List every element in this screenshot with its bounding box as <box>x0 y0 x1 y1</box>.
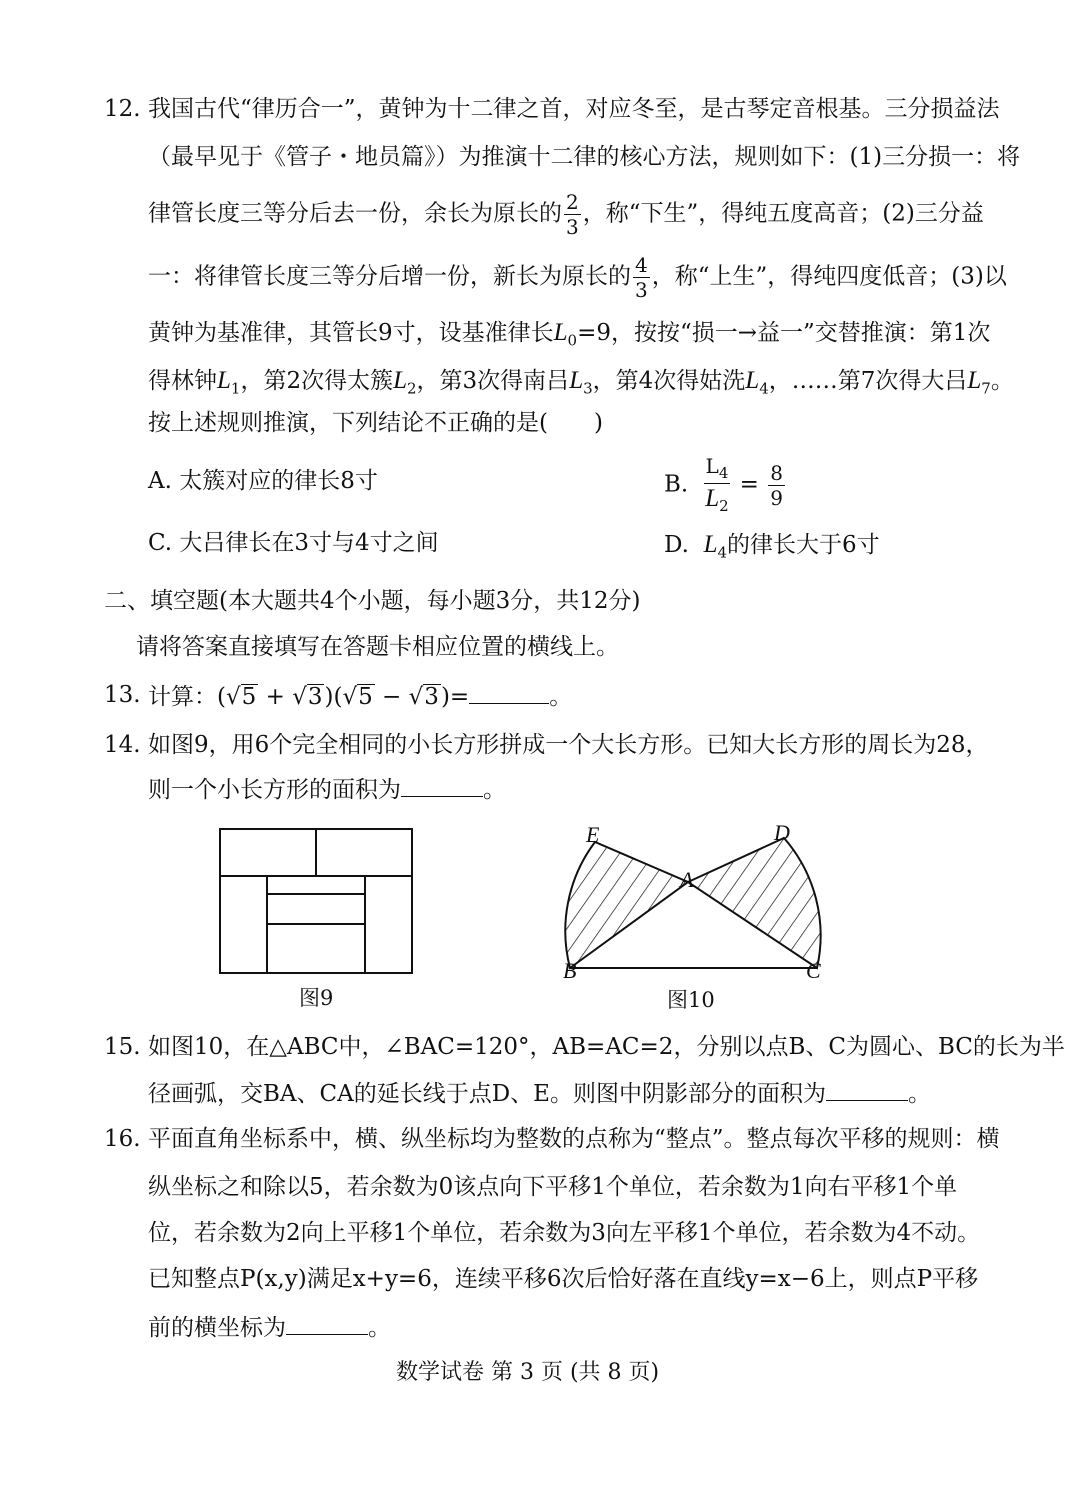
subscript: 2 <box>407 379 417 398</box>
q12-line-6f: 。 <box>990 368 1014 394</box>
q12-line-4a: 一：将律管长度三等分后增一份，新长为原长的 <box>148 263 631 290</box>
q14-line-2-text: 则一个小长方形的面积为 <box>148 777 401 803</box>
q12-line-6b: ，第2次得太簇 <box>240 368 394 394</box>
q12-line-4b: ，称“上生”，得纯四度低音；(3)以 <box>651 263 1007 290</box>
minus-sign: − <box>382 684 402 710</box>
figure-10-caption: 图10 <box>667 988 715 1012</box>
q12-line-5 <box>148 320 990 349</box>
sqrt-radicand: 5 <box>358 684 373 710</box>
q12-line-1: 我国古代“律历合一”，黄钟为十二律之首，对应冬至，是古琴定音根基。三分损益法 <box>148 96 1000 122</box>
q12-line-2: （最早见于《管子・地员篇》）为推演十二律的核心方法，规则如下：(1)三分损一：将 <box>148 144 1021 170</box>
fraction-four-thirds <box>633 255 650 300</box>
answer-blank[interactable] <box>826 1082 908 1101</box>
sqrt-sign: √ <box>292 684 307 710</box>
q16-line-3: 位，若余数为2向上平移1个单位，若余数为3向左平移1个单位，若余数为4不动。 <box>148 1220 981 1246</box>
q16-line-2: 纵坐标之和除以5，若余数为0该点向下平移1个单位，若余数为1向右平移1个单 <box>148 1174 958 1200</box>
fraction-denominator: $L_2$ <box>705 485 729 515</box>
label-d: D <box>774 820 790 845</box>
sqrt-radicand: 3 <box>424 684 439 710</box>
fraction-denominator: 3 <box>566 215 579 239</box>
q12-line-6e: ，……第7次得大吕 <box>768 368 968 394</box>
sqrt-radicand: 5 <box>241 684 257 710</box>
fraction-L4-over-L2 <box>704 456 731 514</box>
q14-line-1: 如图9，用6个完全相同的小长方形拼成一个大长方形。已知大长方形的周长为28， <box>148 732 989 758</box>
sqrt-sign: √ <box>342 684 358 710</box>
q12-line-3 <box>148 192 984 237</box>
sqrt-sign: √ <box>408 684 424 710</box>
q15-line-2 <box>148 1082 931 1106</box>
q16-line-1: 平面直角坐标系中，横、纵坐标均为整数的点称为“整点”。整点每次平移的规则：横 <box>148 1126 1000 1152</box>
q13-number: 13. <box>104 682 141 708</box>
subscript: 4 <box>717 543 728 562</box>
q13-end: 。 <box>549 684 573 710</box>
q15-end: 。 <box>907 1081 931 1107</box>
q16-number: 16. <box>104 1126 141 1152</box>
subscript: 1 <box>230 379 241 398</box>
sqrt-radicand: 3 <box>307 684 323 710</box>
q14-line-2 <box>148 778 506 802</box>
q12-line-6c: ，第3次得南吕 <box>416 368 570 394</box>
q12-option-d <box>664 532 880 561</box>
q13-mid: )( <box>324 684 343 710</box>
q13-line <box>148 684 572 709</box>
section-2-title: 二、填空题(本大题共4个小题，每小题3分，共12分) <box>104 588 641 614</box>
q13-close: )= <box>440 684 470 710</box>
fraction-numerator: 4 <box>635 253 648 277</box>
option-d-label: D. <box>664 532 689 558</box>
q12-line-5b: =9，按按“损一→益一”交替推演：第1次 <box>577 320 991 346</box>
q12-line-3a: 律管长度三等分后去一份，余长为原长的 <box>148 200 562 227</box>
answer-blank[interactable] <box>469 685 549 704</box>
plus-sign: + <box>265 684 285 710</box>
q15-line-1: 如图10，在△ABC中，∠BAC=120°，AB=AC=2，分别以点B、C为圆心、BC的长为半 <box>148 1034 1065 1060</box>
var-L: L <box>703 531 718 558</box>
answer-blank[interactable] <box>401 778 483 797</box>
label-e: E <box>586 822 600 847</box>
subscript: 7 <box>981 379 991 398</box>
q12-option-c: C. 大吕律长在3寸与4寸之间 <box>148 530 439 556</box>
fraction-two-thirds <box>564 192 581 237</box>
right-shaded-region <box>688 838 821 968</box>
equals-sign: = <box>739 471 759 498</box>
subscript: 3 <box>583 379 593 398</box>
q12-line-3b: ，称“下生”，得纯五度高音；(2)三分益 <box>582 200 984 227</box>
section-2-instruction: 请将答案直接填写在答题卡相应位置的横线上。 <box>136 634 619 660</box>
sqrt-sign: √ <box>225 684 241 710</box>
q12-line-6 <box>148 368 1014 397</box>
q12-option-b <box>664 456 787 514</box>
label-b: B <box>563 958 577 983</box>
q15-line-2-text: 径画弧，交BA、CA的延长线于点D、E。则图中阴影部分的面积为 <box>148 1081 826 1107</box>
var-L: L <box>217 367 231 394</box>
subscript: 0 <box>567 331 578 350</box>
q16-line-5 <box>148 1316 391 1340</box>
option-b-label: B. <box>664 471 689 498</box>
q14-number: 14. <box>104 732 141 758</box>
q13-pre: 计算：( <box>148 684 226 710</box>
q12-line-4 <box>148 255 1007 300</box>
fraction-numerator: 8 <box>770 460 783 485</box>
q14-end: 。 <box>483 777 506 803</box>
fraction-numerator: $L_4$ <box>705 454 729 482</box>
q12-line-7: 按上述规则推演，下列结论不正确的是( ) <box>148 410 603 436</box>
var-L: L <box>393 367 407 394</box>
q16-end: 。 <box>368 1315 391 1341</box>
q12-option-a: A. 太簇对应的律长8寸 <box>148 468 378 494</box>
label-a: A <box>680 867 694 892</box>
page-footer: 数学试卷 第 3 页 (共 8 页) <box>396 1360 660 1385</box>
q16-line-5-text: 前的横坐标为 <box>148 1315 286 1341</box>
var-L: L <box>967 367 982 394</box>
q12-number: 12. <box>104 96 141 122</box>
figure-9 <box>219 828 413 974</box>
fraction-denominator: 3 <box>635 278 648 302</box>
q12-line-6d: ，第4次得姑洗 <box>592 368 746 394</box>
q12-line-5a: 黄钟为基准律，其管长9寸，设基准律长 <box>148 320 554 346</box>
var-L: L <box>553 319 568 346</box>
figure-9-caption: 图9 <box>299 986 334 1010</box>
left-shaded-region <box>565 842 688 968</box>
answer-blank[interactable] <box>286 1316 368 1335</box>
q15-number: 15. <box>104 1034 141 1060</box>
var-L: L <box>745 367 760 394</box>
fraction-eight-ninths <box>768 460 785 510</box>
q12-line-6a: 得林钟 <box>148 368 217 394</box>
var-L: L <box>569 367 584 394</box>
label-c: C <box>806 958 821 983</box>
fraction-denominator: 9 <box>770 485 783 510</box>
option-d-text: 的律长大于6寸 <box>727 532 880 558</box>
subscript: 4 <box>759 379 769 398</box>
q16-line-4: 已知整点P(x,y)满足x+y=6，连续平移6次后恰好落在直线y=x−6上，则点P平移 <box>148 1266 979 1292</box>
fraction-numerator: 2 <box>566 190 579 214</box>
